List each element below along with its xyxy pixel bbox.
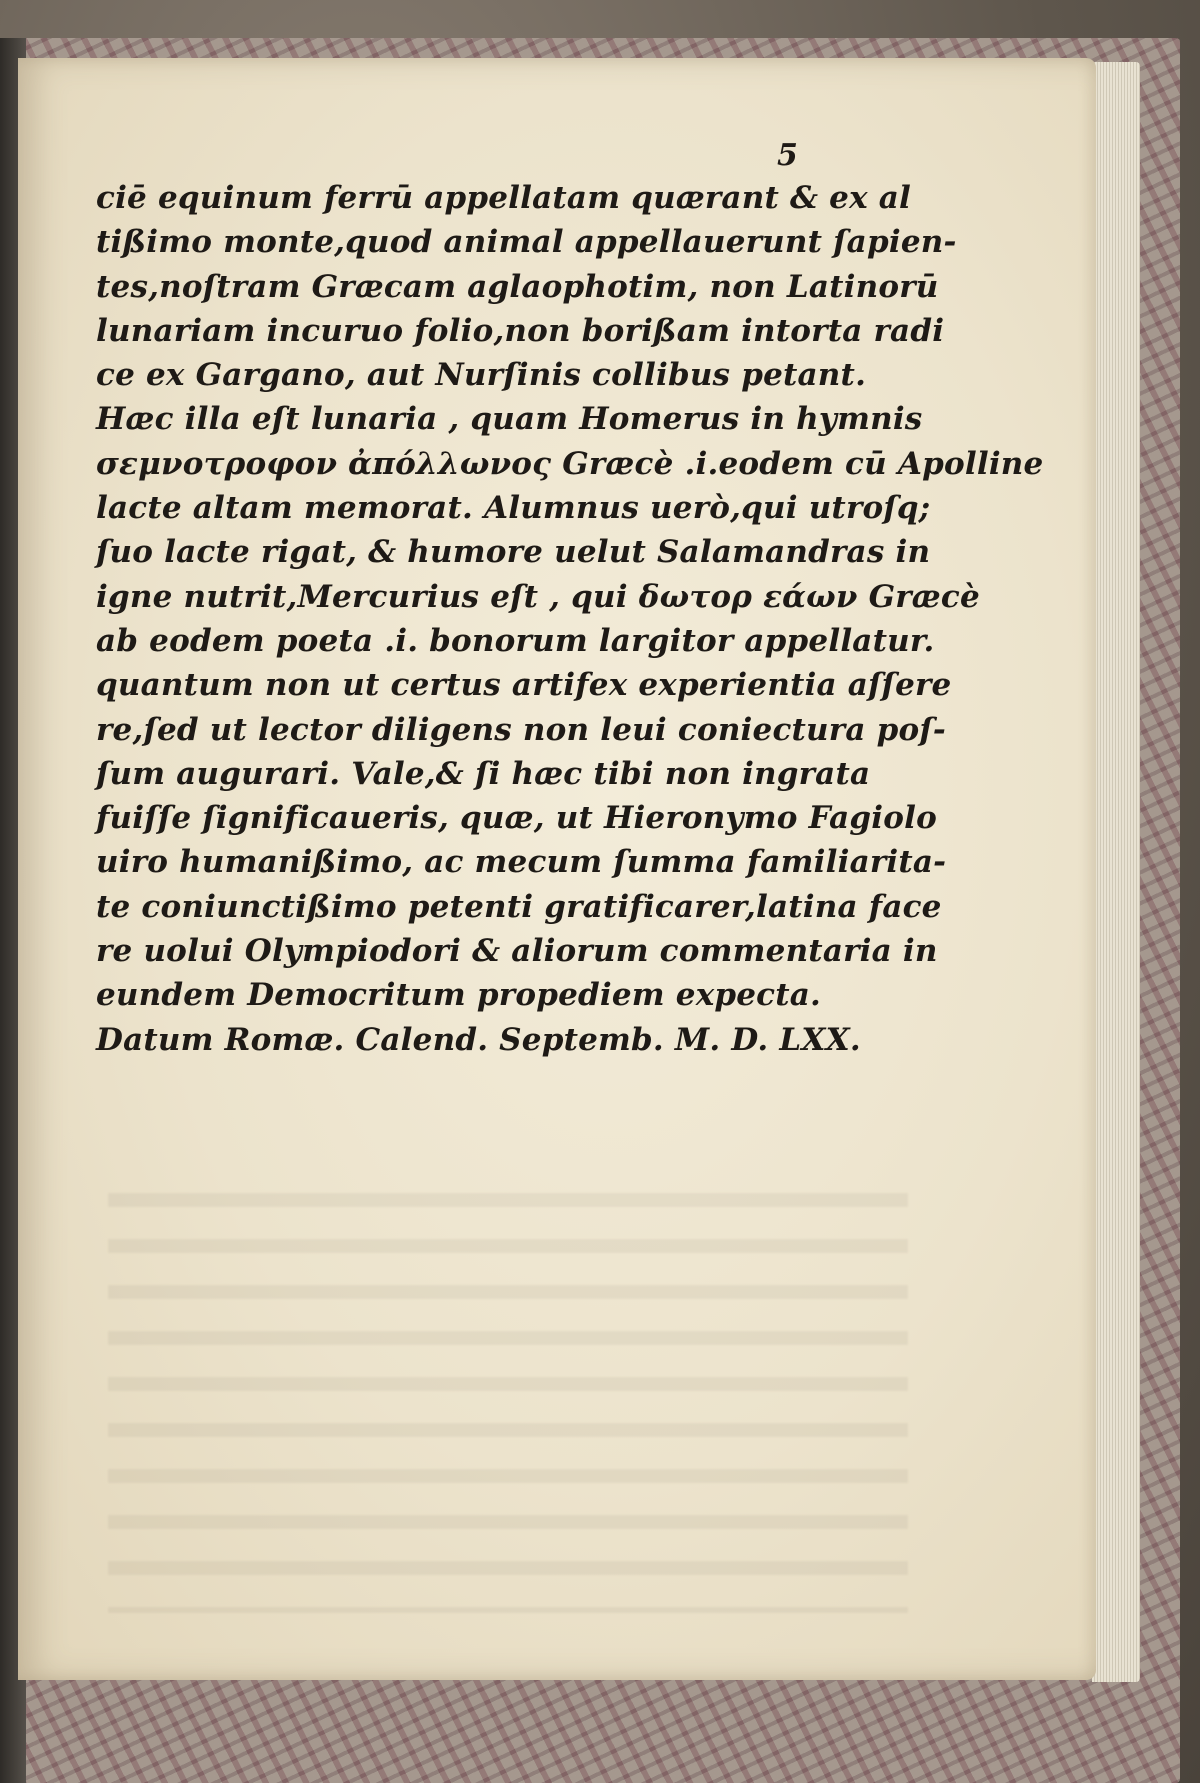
text-line: igne nutrit,Mercurius eſt , qui δωτορ εάων Græcè (96, 578, 980, 615)
text-line: lacte altam memorat. Alumnus uerò,qui utroſq; (96, 490, 931, 527)
dateline: Datum Romæ. Calend. Septemb. M. D. LXX. (96, 1021, 861, 1058)
text-line: te coniunctißimo petenti gratificarer,latina face (96, 888, 942, 925)
text-line: ſum augurari. Vale,& ſi hæc tibi non ingrata (96, 755, 871, 792)
text-line: tes,noſtram Græcam aglaophotim, non Latinorū (96, 268, 939, 305)
page-number: 5 (777, 138, 798, 173)
text-line: re,ſed ut lector diligens non leui coniectura poſ- (96, 711, 946, 748)
text-line: lunariam incuruo folio,non borißam intorta radi (96, 312, 945, 349)
text-line: Hæc illa eſt lunaria , quam Homerus in hymnis (96, 401, 923, 438)
page-fore-edge (1092, 62, 1140, 1682)
text-line: ce ex Gargano, aut Nurſinis collibus petant. (96, 357, 867, 394)
show-through-text (108, 1173, 908, 1613)
text-line: fuiſſe ſignificaueris, quæ, ut Hieronymo Fagiolo (96, 800, 937, 837)
text-block (96, 176, 1044, 1062)
text-line: σεμνοτροφον ἀπόλλωνος Græcè .i.eodem cū Apolline (96, 445, 1044, 482)
text-line: quantum non ut certus artifex experientia aſſere (96, 667, 952, 704)
text-line: re uolui Olympiodori & aliorum commentaria in (96, 933, 938, 970)
text-line: ſuo lacte rigat, & humore uelut Salamandras in (96, 534, 931, 571)
text-line: eundem Democritum propediem expecta. (96, 977, 822, 1014)
text-line: uiro humanißimo, ac mecum ſumma familiarita- (96, 844, 947, 881)
text-line: tißimo monte,quod animal appellauerunt ſapien- (96, 224, 957, 261)
text-line: ab eodem poeta .i. bonorum largitor appellatur. (96, 622, 935, 659)
text-line: ciē equinum ferrū appellatam quærant & ex al (96, 180, 912, 216)
